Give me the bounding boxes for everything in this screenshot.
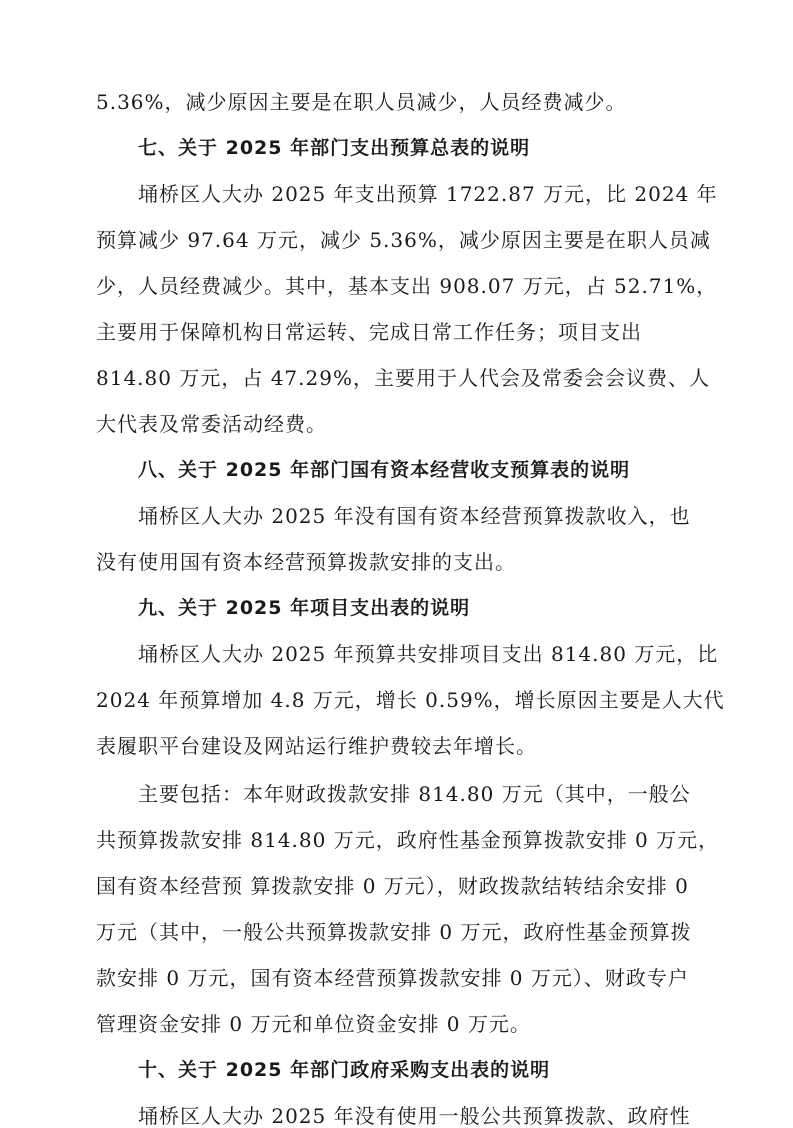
paragraph-line: 2024 年预算增加 4.8 万元，增长 0.59%，增长原因主要是人大代 <box>96 688 725 712</box>
section-heading-10: 十、关于 2025 年部门政府采购支出表的说明 <box>138 1059 551 1081</box>
paragraph-line: 款安排 0 万元，国有资本经营预算拨款安排 0 万元）、财政专户 <box>96 966 689 990</box>
paragraph-line: 埇桥区人大办 2025 年预算共安排项目支出 814.80 万元，比 <box>138 642 719 666</box>
paragraph-line: 埇桥区人大办 2025 年支出预算 1722.87 万元，比 2024 年 <box>138 182 718 206</box>
paragraph-line: 管理资金安排 0 万元和单位资金安排 0 万元。 <box>96 1012 531 1036</box>
paragraph-line: 共预算拨款安排 814.80 万元，政府性基金预算拨款安排 0 万元， <box>96 828 720 852</box>
paragraph-line: 大代表及常委活动经费。 <box>96 412 327 436</box>
section-heading-8: 八、关于 2025 年部门国有资本经营收支预算表的说明 <box>138 459 631 481</box>
paragraph-line: 万元（其中，一般公共预算拨款安排 0 万元，政府性基金预算拨 <box>96 920 692 944</box>
paragraph-line: 埇桥区人大办 2025 年没有国有资本经营预算拨款收入，也 <box>138 504 691 528</box>
paragraph-line: 没有使用国有资本经营预算拨款安排的支出。 <box>96 550 516 574</box>
paragraph-line: 表履职平台建设及网站运行维护费较去年增长。 <box>96 734 537 758</box>
paragraph-line: 814.80 万元，占 47.29%，主要用于人代会及常委会会议费、人 <box>96 366 710 390</box>
section-heading-9: 九、关于 2025 年项目支出表的说明 <box>138 597 471 619</box>
paragraph-line: 主要用于保障机构日常运转、完成日常工作任务；项目支出 <box>96 320 642 344</box>
section-heading-7: 七、关于 2025 年部门支出预算总表的说明 <box>138 137 531 159</box>
paragraph-line: 主要包括：本年财政拨款安排 814.80 万元（其中，一般公 <box>138 782 691 806</box>
paragraph-line: 少，人员经费减少。其中，基本支出 908.07 万元，占 52.71%， <box>96 274 718 298</box>
paragraph-line: 预算减少 97.64 万元，减少 5.36%，减少原因主要是在职人员减 <box>96 228 711 252</box>
paragraph-line: 埇桥区人大办 2025 年没有使用一般公共预算拨款、政府性 <box>138 1104 691 1128</box>
paragraph-line: 国有资本经营预 算拨款安排 0 万元），财政拨款结转结余安排 0 <box>96 874 689 898</box>
paragraph-line: 5.36%，减少原因主要是在职人员减少，人员经费减少。 <box>96 90 627 114</box>
